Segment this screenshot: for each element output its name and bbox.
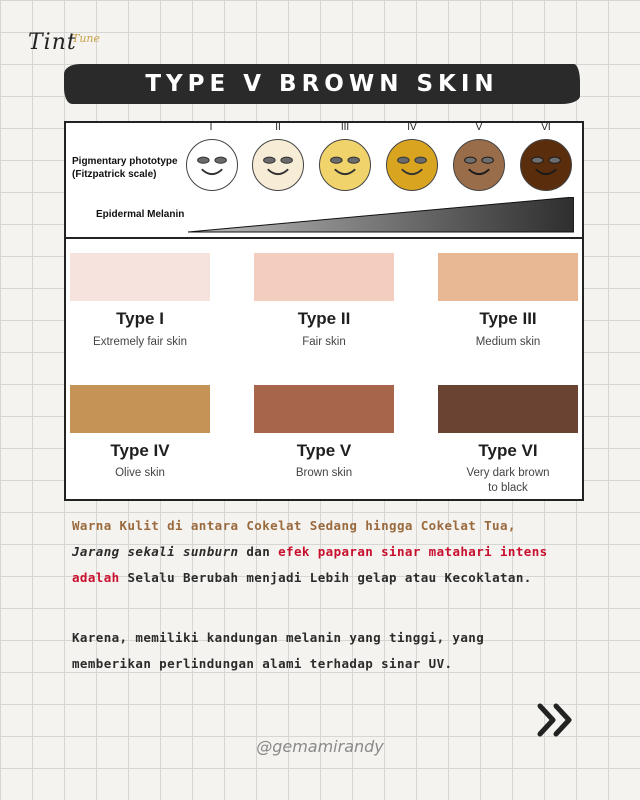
author-handle: @gemamirandy (256, 737, 384, 756)
result-text: Selalu Berubah menjadi Lebih gelap atau Kecoklatan. (119, 570, 532, 585)
swatch-type-5 (254, 385, 394, 433)
numeral-5: V (475, 122, 483, 133)
numeral-1: I (209, 122, 213, 133)
type-5-desc: Brown skin (295, 467, 353, 479)
type-4-title: Type IV (110, 441, 170, 460)
highlight-text-2: adalah (72, 570, 120, 585)
face-icon-4 (386, 139, 438, 191)
paragraph-line-1: Warna Kulit di antara Cokelat Sedang hingga Cokelat Tua, (72, 518, 516, 533)
type-3-desc: Medium skin (475, 336, 541, 348)
face-icon-3 (319, 139, 371, 191)
explanation-line-2: memberikan perlindungan alami terhadap sinar UV. (72, 656, 453, 671)
type-2-title: Type II (297, 309, 351, 328)
logo-sub-text: Tune (72, 32, 101, 45)
explanation-line-1: Karena, memiliki kandungan melanin yang tinggi, yang (72, 630, 485, 645)
paragraph-line-2 (72, 539, 592, 565)
type-4-desc: Olive skin (115, 467, 165, 479)
swatch-type-1 (70, 253, 210, 301)
type-6-desc-line1: Very dark brown (466, 467, 550, 479)
skin-type-chart (64, 121, 584, 501)
type-6-desc (423, 466, 593, 496)
numeral-6: VI (541, 122, 551, 133)
numeral-4: IV (407, 122, 417, 133)
face-icon-1 (186, 139, 238, 191)
type-6-desc-line2: to black (488, 482, 528, 494)
swatch-type-4 (70, 385, 210, 433)
description-paragraph (72, 513, 592, 591)
numeral-2: II (275, 122, 281, 133)
phototype-label-line1: Pigmentary phototype (72, 156, 178, 167)
type-5-title: Type V (296, 441, 352, 460)
paragraph-line-3 (72, 565, 592, 591)
page-title: TYPE V BROWN SKIN (145, 71, 499, 97)
swatch-type-2 (254, 253, 394, 301)
logo-main-text: Tint (28, 30, 77, 55)
swatch-type-6 (438, 385, 578, 433)
swatch-type-3 (438, 253, 578, 301)
title-banner (64, 64, 580, 104)
type-1-title: Type I (116, 309, 164, 328)
explanation-paragraph (72, 625, 592, 677)
highlight-text: efek paparan sinar matahari intens (278, 544, 548, 559)
connector-text: dan (238, 544, 279, 559)
melanin-ramp (188, 197, 574, 233)
numeral-3: III (340, 122, 350, 133)
type-1-desc: Extremely fair skin (93, 336, 187, 348)
face-icon-2 (252, 139, 304, 191)
face-icon-6 (520, 139, 572, 191)
face-icon-5 (453, 139, 505, 191)
sunburn-text: Jarang sekali sunburn (72, 544, 239, 559)
fitzpatrick-scale (66, 123, 582, 239)
brand-logo (28, 22, 108, 68)
type-3-title: Type III (479, 309, 537, 328)
type-2-desc: Fair skin (302, 336, 346, 348)
phototype-label-line2: (Fitzpatrick scale) (72, 169, 157, 180)
phototype-label (72, 155, 184, 181)
type-6-title: Type VI (478, 441, 538, 460)
melanin-label: Epidermal Melanin (96, 209, 185, 220)
double-chevron-right-icon[interactable] (536, 702, 576, 738)
